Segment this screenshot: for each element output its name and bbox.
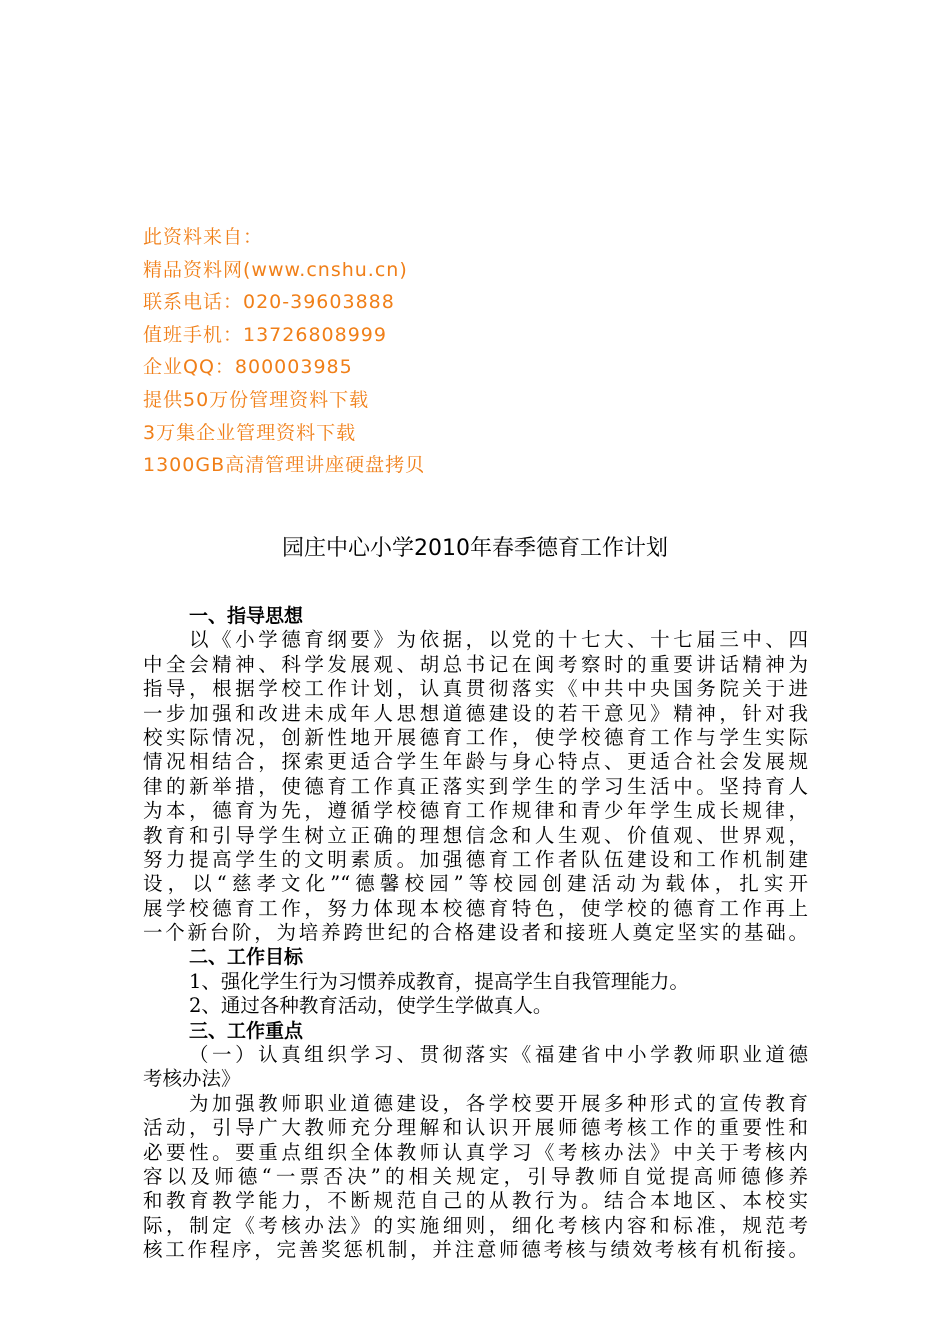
paragraph-line: 中全会精神、科学发展观、胡总书记在闽考察时的重要讲话精神为 xyxy=(143,652,808,676)
paragraph-line: 核工作程序，完善奖惩机制，并注意师德考核与绩效考核有机衔接。 xyxy=(143,1238,808,1262)
paragraph-line: 努力提高学生的文明素质。加强德育工作者队伍建设和工作机制建 xyxy=(143,847,808,871)
source-line-mobile: 值班手机：13726808999 xyxy=(143,323,387,346)
source-line-qq: 企业QQ：800003985 xyxy=(143,356,353,379)
document-body xyxy=(143,604,808,1263)
source-line: 此资料来自： xyxy=(143,226,264,248)
subsection-heading-line: （一）认真组织学习、贯彻落实《福建省中小学教师职业道德 xyxy=(189,1043,808,1067)
section-heading-work-goals: 二、工作目标 xyxy=(189,946,304,969)
paragraph-line: 以《小学德育纲要》为依据，以党的十七大、十七届三中、四 xyxy=(189,628,808,652)
source-line-offer-3: 1300GB高清管理讲座硬盘拷贝 xyxy=(143,454,426,477)
paragraph-line: 为本，德育为先，遵循学校德育工作规律和青少年学生成长规律， xyxy=(143,799,808,823)
source-line-website: 精品资料网(www.cnshu.cn) xyxy=(143,258,408,281)
paragraph-line: 情况相结合，探索更适合学生年龄与身心特点、更适合社会发展规 xyxy=(143,750,808,774)
paragraph-line: 必要性。要重点组织全体教师认真学习《考核办法》中关于考核内 xyxy=(143,1140,808,1164)
source-line-offer-1: 提供50万份管理资料下载 xyxy=(143,388,370,411)
source-info-block xyxy=(143,221,663,482)
section-heading-work-focus: 三、工作重点 xyxy=(189,1019,304,1042)
paragraph-line: 活动，引导广大教师充分理解和认识开展师德考核工作的重要性和 xyxy=(143,1116,808,1140)
document-title: 园庄中心小学2010年春季德育工作计划 xyxy=(282,536,668,561)
paragraph-line: 展学校德育工作，努力体现本校德育特色，使学校的德育工作再上 xyxy=(143,896,808,920)
paragraph-line: 和教育教学能力，不断规范自己的从教行为。结合本地区、本校实 xyxy=(143,1189,808,1213)
paragraph-line: 律的新举措，使德育工作真正落实到学生的学习生活中。坚持育人 xyxy=(143,774,808,798)
goal-item: 2、通过各种教育活动，使学生学做真人。 xyxy=(189,994,553,1018)
source-line-offer-2: 3万集企业管理资料下载 xyxy=(143,421,357,444)
paragraph-line: 校实际情况，创新性地开展德育工作，使学校德育工作与学生实际 xyxy=(143,725,808,749)
paragraph-line: 教育和引导学生树立正确的理想信念和人生观、价值观、世界观， xyxy=(143,823,808,847)
paragraph-line: 一步加强和改进未成年人思想道德建设的若干意见》精神，针对我 xyxy=(143,701,808,725)
source-line-phone: 联系电话：020-39603888 xyxy=(143,291,395,314)
paragraph-line: 为加强教师职业道德建设，各学校要开展多种形式的宣传教育 xyxy=(189,1091,808,1115)
paragraph-line: 指导，根据学校工作计划，认真贯彻落实《中共中央国务院关于进 xyxy=(143,677,808,701)
goal-item: 1、强化学生行为习惯养成教育，提高学生自我管理能力。 xyxy=(189,969,689,993)
paragraph-line: 际，制定《考核办法》的实施细则，细化考核内容和标准，规范考 xyxy=(143,1213,808,1237)
paragraph-line: 一个新台阶，为培养跨世纪的合格建设者和接班人奠定坚实的基础。 xyxy=(143,921,808,945)
section-heading-guiding-ideology: 一、指导思想 xyxy=(189,605,304,627)
subsection-heading-line: 考核办法》 xyxy=(143,1067,241,1091)
paragraph-line: 容以及师德“一票否决”的相关规定，引导教师自觉提高师德修养 xyxy=(143,1164,808,1188)
paragraph-line: 设，以“慈孝文化”“德馨校园”等校园创建活动为载体，扎实开 xyxy=(143,872,808,896)
